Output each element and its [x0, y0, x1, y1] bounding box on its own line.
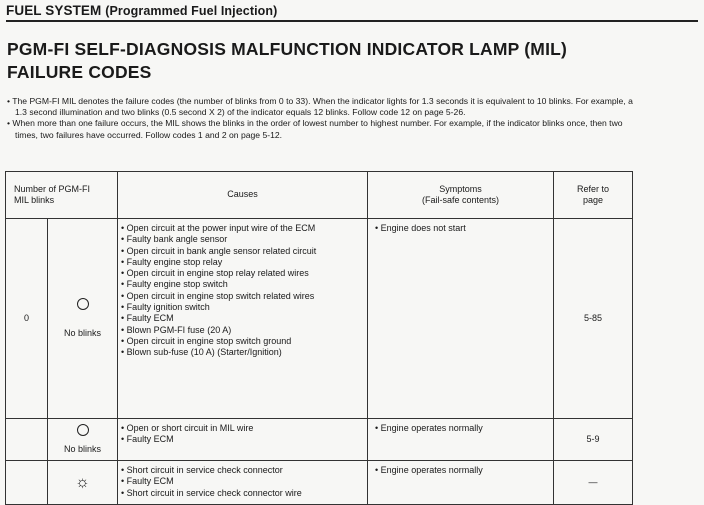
- failure-code-table: [5, 171, 633, 505]
- cause-item: • Open circuit in bank angle sensor related circuit: [121, 246, 364, 257]
- cause-item: • Blown sub-fuse (10 A) (Starter/Ignition): [121, 347, 364, 358]
- blink-indicator-cell: [48, 219, 118, 419]
- cause-item: • Blown PGM-FI fuse (20 A): [121, 325, 364, 336]
- blink-label: No blinks: [64, 327, 102, 338]
- intro-bullet: • The PGM-FI MIL denotes the failure codes (the number of blinks from 0 to 33). When the indicator lights for 1.3 seconds it is equivalent to 10 blinks. For example, a 1.3 second illumination and two blinks (0.5 second X 2) of the indicator equals 12 blinks. Follow code 12 on page 5-26.: [7, 96, 633, 118]
- cause-item: • Open circuit at the power input wire of the ECM: [121, 223, 364, 234]
- page-title: [7, 38, 697, 84]
- refer-page: 5-9: [554, 419, 633, 461]
- mil-off-icon: [77, 424, 89, 436]
- page-title-line1: PGM-FI SELF-DIAGNOSIS MALFUNCTION INDICATOR LAMP (MIL): [7, 39, 568, 59]
- cause-item: • Faulty bank angle sensor: [121, 234, 364, 245]
- cause-item: • Short circuit in service check connector: [121, 465, 364, 476]
- cause-item: • Open circuit in engine stop switch related wires: [121, 291, 364, 302]
- mil-off-icon: [77, 298, 89, 310]
- table-row: [6, 461, 633, 505]
- section-subtitle: (Programmed Fuel Injection): [105, 4, 278, 18]
- symptom-text: • Engine operates normally: [369, 462, 552, 476]
- blink-number: 0: [6, 219, 48, 419]
- symptom-text: • Engine operates normally: [369, 420, 552, 434]
- page-title-line2: FAILURE CODES: [7, 62, 152, 82]
- cause-item: • Faulty ECM: [121, 434, 364, 445]
- blink-label: No blinks: [64, 443, 102, 454]
- table-row: [6, 419, 633, 461]
- cause-item: • Faulty engine stop relay: [121, 257, 364, 268]
- refer-page: —: [554, 461, 633, 505]
- mil-on-icon: ☼: [75, 473, 90, 491]
- section-title: FUEL SYSTEM: [6, 3, 102, 18]
- table-row: [6, 219, 633, 419]
- header-symptoms: Symptoms (Fail-safe contents): [368, 172, 554, 219]
- symptom-cell: [368, 461, 554, 505]
- refer-page: 5-85: [554, 219, 633, 419]
- header-causes: Causes: [118, 172, 368, 219]
- cause-item: • Short circuit in service check connector wire: [121, 488, 364, 499]
- cause-item: • Faulty ECM: [121, 476, 364, 487]
- cause-item: • Open circuit in engine stop switch ground: [121, 336, 364, 347]
- blink-indicator-cell: [48, 419, 118, 461]
- causes-cell: [118, 219, 368, 419]
- blink-number: [6, 419, 48, 461]
- cause-item: • Faulty ignition switch: [121, 302, 364, 313]
- symptom-cell: [368, 419, 554, 461]
- header-refer: Refer to page: [554, 172, 633, 219]
- cause-item: • Open circuit in engine stop relay related wires: [121, 268, 364, 279]
- symptom-text: • Engine does not start: [369, 220, 552, 234]
- section-header: [6, 3, 698, 22]
- cause-item: • Faulty engine stop switch: [121, 279, 364, 290]
- table-header-row: [6, 172, 633, 219]
- cause-item: • Faulty ECM: [121, 313, 364, 324]
- blink-indicator-cell: [48, 461, 118, 505]
- causes-cell: [118, 419, 368, 461]
- blink-number: [6, 461, 48, 505]
- intro-bullet: • When more than one failure occurs, the MIL shows the blinks in the order of lowest number to highest number. For example, if the indicator blinks once, then two times, two failures have occurred. Follow codes 1 and 2 on page 5-12.: [7, 118, 623, 140]
- causes-cell: [118, 461, 368, 505]
- intro-bullets: [7, 96, 637, 141]
- cause-item: • Open or short circuit in MIL wire: [121, 423, 364, 434]
- header-blinks: Number of PGM-FI MIL blinks: [6, 172, 118, 219]
- symptom-cell: [368, 219, 554, 419]
